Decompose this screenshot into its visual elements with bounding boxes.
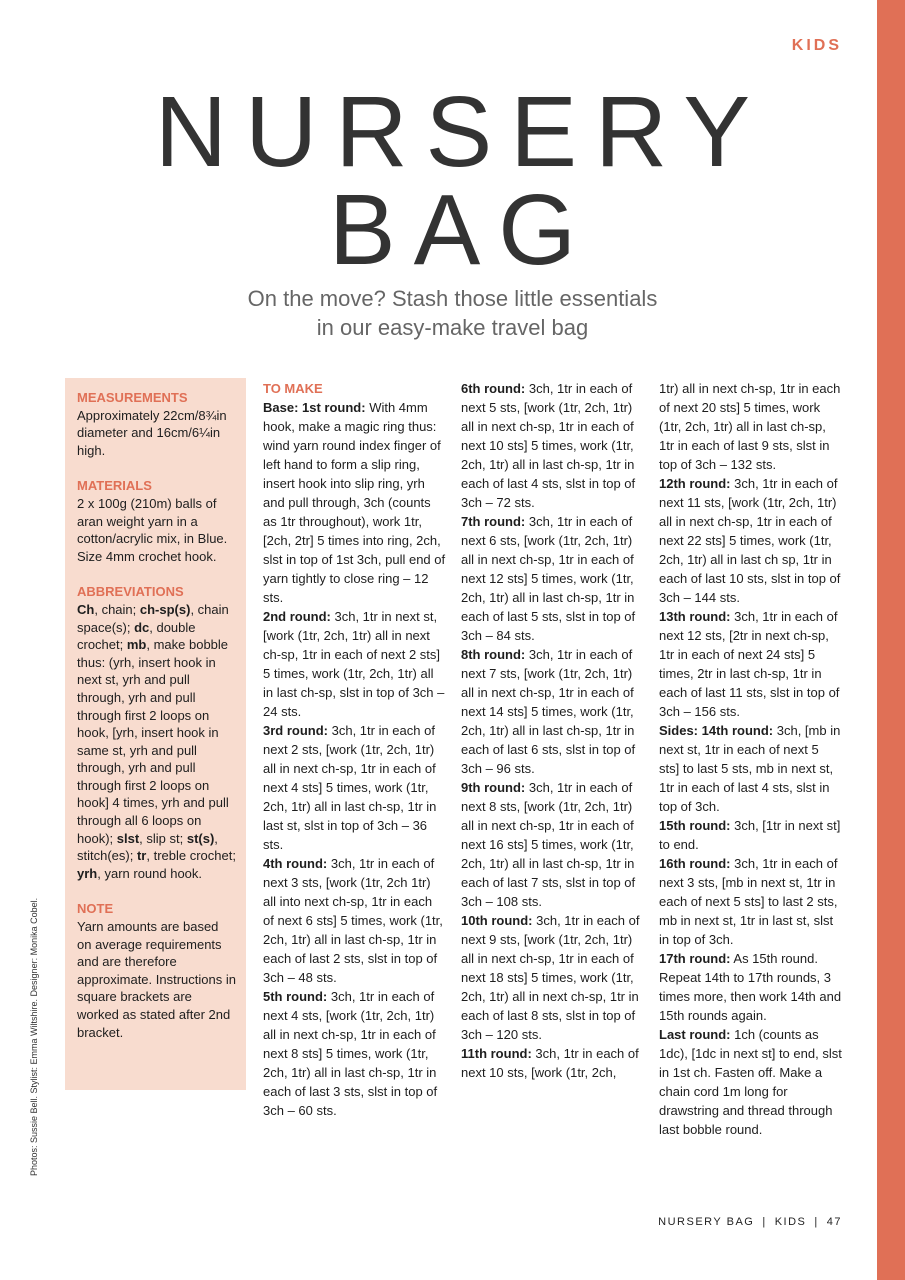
round-text: 1ch (counts as 1dc), [1dc in next st] to end, slst in 1st ch. Fasten off. Make a chain cord 1m long for drawstring and thread through last bobble round. <box>659 1027 842 1137</box>
round-text: 3ch, [1tr in next st] to end. <box>659 818 841 852</box>
abbreviations-heading: ABBREVIATIONS <box>77 584 184 600</box>
instruction-round <box>659 854 842 949</box>
footer-separator: | <box>762 1216 767 1228</box>
instruction-round <box>659 474 842 607</box>
round-label: 7th round: <box>461 514 526 529</box>
instruction-round <box>263 721 446 854</box>
photo-credit: Photos: Sussie Bell. Stylist: Emma Wiltshire. Designer: Monika Cobel. <box>29 897 39 1176</box>
round-label: 13th round: <box>659 609 731 624</box>
abbr-term: slst <box>116 830 140 846</box>
page-title-line-1: NURSERY <box>154 76 769 188</box>
abbr-term: mb <box>126 637 147 653</box>
instruction-round <box>461 1044 644 1082</box>
round-label: 10th round: <box>461 913 533 928</box>
round-label: Last round: <box>659 1027 731 1042</box>
abbr-term: tr <box>136 848 147 864</box>
round-label: 9th round: <box>461 780 526 795</box>
instruction-round <box>659 1025 842 1139</box>
measurements-heading: MEASUREMENTS <box>77 390 188 405</box>
abbr-def: , double crochet; <box>77 619 196 653</box>
round-text: 3ch, 1tr in each of next 5 sts, [work (1tr, 2ch, 1tr) all in next ch-sp, 1tr in each of next 10 sts] 5 times, work (1tr, 2ch, 1tr) all in last ch-sp, 1tr in each of last 4 sts, slst in top of 3ch – 72 sts. <box>461 381 636 510</box>
measurements-text: Approximately 22cm/8¾in diameter and 16cm/6¼in high. <box>77 407 227 458</box>
materials-text: 2 x 100g (210m) balls of aran weight yarn in a cotton/acrylic mix, in Blue. Size 4mm crochet hook. <box>77 495 228 564</box>
abbr-term: st(s) <box>186 830 215 846</box>
subtitle-line-2: in our easy-make travel bag <box>316 315 589 340</box>
round-text: 3ch, 1tr in each of next 2 sts, [work (1tr, 2ch, 1tr) all in next ch-sp, 1tr in each of next 4 sts] 5 times, work (1tr, 2ch, 1tr) all in last ch-sp, 1tr in last st, slst in top of 3ch – 36 sts. <box>263 723 437 852</box>
abbr-def: , chain space(s); <box>77 601 229 635</box>
round-text: 3ch, 1tr in each of next 4 sts, [work (1tr, 2ch, 1tr) all in next ch-sp, 1tr in each of next 8 sts] 5 times, work (1tr, 2ch, 1tr) all in last ch-sp, 1tr in each of last 3 sts, slst in top of 3ch – 60 sts. <box>263 989 438 1118</box>
instructions-column-1 <box>263 379 446 1120</box>
round-label: 16th round: <box>659 856 731 871</box>
materials-heading: MATERIALS <box>77 478 152 494</box>
round-text: 3ch, 1tr in each of next 7 sts, [work (1tr, 2ch, 1tr) all in next ch-sp, 1tr in each of next 14 sts] 5 times, work (1tr, 2ch, 1tr) all in last ch-sp, 1tr in each of last 6 sts, slst in top of 3ch – 96 sts. <box>461 647 636 776</box>
round-text: With 4mm hook, make a magic ring thus: wind yarn round index finger of left hand to form a slip ring, insert hook into slip ring, yrh and pull through, 3ch (counts as 1tr throughout), work 1tr, [2ch, 2tr] 5 times into ring, 2ch, slst in top of 1st 3ch, pull end of yarn tightly to close ring – 12 sts. <box>263 400 446 605</box>
round-text: 3ch, 1tr in each of next 12 sts, [2tr in next ch-sp, 1tr in each of next 24 sts] 5 times, 2tr in last ch-sp, 1tr in each of last 11 sts, slst in top of 3ch – 156 sts. <box>659 609 840 719</box>
round-text: 3ch, 1tr in each of next 11 sts, [work (1tr, 2ch, 1tr) all in next ch-sp, 1tr in each of next 22 sts] 5 times, work (1tr, 2ch, 1tr) all in last ch sp, 1tr in each of last 10 sts, slst in top of 3ch – 144 sts. <box>659 476 841 605</box>
round-label: 8th round: <box>461 647 526 662</box>
round-text: As 15th round. Repeat 14th to 17th rounds, 3 times more, then work 14th and 15th rounds again. <box>659 951 842 1023</box>
round-text: 3ch, 1tr in each of next 3 sts, [mb in next st, 1tr in each of next 5 sts] to last 2 sts, mb in next st, 1tr in last st, slst in top of 3ch. <box>659 856 838 947</box>
round-text: 3ch, 1tr in each of next 9 sts, [work (1tr, 2ch, 1tr) all in next ch-sp, 1tr in each of next 18 sts] 5 times, work (1tr, 2ch, 1tr) all in next ch-sp, 1tr in each of last 8 sts, slst in top of 3ch – 120 sts. <box>461 913 640 1042</box>
instruction-round <box>263 987 446 1120</box>
instruction-round <box>461 911 644 1044</box>
page-title-line-2: BAG <box>328 174 595 286</box>
abbr-def: , slip st; <box>139 830 187 846</box>
abbreviations-text <box>77 601 236 883</box>
round-text: 3ch, 1tr in next st, [work (1tr, 2ch, 1tr) all in next ch-sp, 1tr in each of next 2 sts] 5 times, work (1tr, 2ch, 1tr) all in last ch-sp, slst in top of 3ch – 24 sts. <box>263 609 445 719</box>
footer-separator: | <box>814 1216 819 1228</box>
round-label: 5th round: <box>263 989 328 1004</box>
instruction-round <box>659 949 842 1025</box>
instruction-round <box>461 512 644 645</box>
page-footer <box>658 1216 842 1228</box>
footer-section: KIDS <box>774 1216 807 1228</box>
round-text: 1tr) all in next ch-sp, 1tr in each of next 20 sts] 5 times, work (1tr, 2ch, 1tr) all in last ch-sp, 1tr in each of last 9 sts, slst in top of 3ch – 132 sts. <box>659 381 841 472</box>
instruction-round <box>461 379 644 512</box>
info-box <box>65 378 246 1090</box>
abbr-def: , treble crochet; <box>146 848 236 864</box>
round-label: 15th round: <box>659 818 731 833</box>
round-label: 4th round: <box>263 856 328 871</box>
round-text: 3ch, 1tr in each of next 8 sts, [work (1tr, 2ch, 1tr) all in next ch-sp, 1tr in each of next 16 sts] 5 times, work (1tr, 2ch, 1tr) all in last ch-sp, 1tr in each of last 7 sts, slst in top of 3ch – 108 sts. <box>461 780 636 909</box>
instruction-round-continued <box>659 379 842 474</box>
instructions-column-2 <box>461 379 644 1082</box>
instruction-round <box>461 778 644 911</box>
abbr-def: , stitch(es); <box>77 830 218 864</box>
round-text: 3ch, 1tr in each of next 10 sts, [work (1tr, 2ch, <box>461 1046 639 1080</box>
instructions-column-3 <box>659 379 842 1139</box>
instruction-round <box>659 816 842 854</box>
to-make-heading: TO MAKE <box>263 381 323 396</box>
round-text: 3ch, 1tr in each of next 3 sts, [work (1tr, 2ch 1tr) all into next ch-sp, 1tr in each of next 6 sts] 5 times, work (1tr, 2ch, 1tr) all in last ch-sp, 1tr in each of last 2 sts, slst in top of 3ch – 48 sts. <box>263 856 443 985</box>
round-label: 2nd round: <box>263 609 331 624</box>
section-tag: KIDS <box>791 37 842 54</box>
footer-title: NURSERY BAG <box>658 1216 755 1228</box>
round-label: 3rd round: <box>263 723 328 738</box>
page-number: 47 <box>826 1216 842 1228</box>
subtitle-line-1: On the move? Stash those little essentials <box>247 286 658 311</box>
abbr-term: Ch <box>77 601 95 617</box>
abbr-term: ch-sp(s) <box>139 601 191 617</box>
instruction-round <box>659 607 842 721</box>
abbr-def: , chain; <box>94 601 140 617</box>
instruction-round <box>659 721 842 816</box>
note-text: Yarn amounts are based on average requirements and are therefore approximate. Instructions in square brackets are worked as stated after 2nd bracket. <box>77 919 236 1040</box>
round-label: 11th round: <box>461 1046 532 1061</box>
round-text: 3ch, [mb in next st, 1tr in each of next 5 sts] to last 5 sts, mb in next st, 1tr in each of last 4 sts, slst in top of 3ch. <box>659 723 841 814</box>
round-label: 17th round: <box>659 951 731 966</box>
instruction-round <box>263 398 446 607</box>
note-heading: NOTE <box>77 901 114 917</box>
abbr-term: yrh <box>77 865 98 881</box>
subtitle <box>0 284 905 342</box>
round-label: Base: 1st round: <box>263 400 366 415</box>
abbr-term: dc <box>134 619 150 635</box>
round-label: 12th round: <box>659 476 731 491</box>
abbr-def: , make bobble thus: (yrh, insert hook in next st, yrh and pull through, yrh and pull through first 2 loops on hook, [yrh, insert hook in same st, yrh and pull through, yrh and pull through first 2 loops on hook] 4 times, yrh and pull through all 6 loops on hook); <box>77 637 229 846</box>
instruction-round <box>263 607 446 721</box>
instruction-round <box>263 854 446 987</box>
abbr-def: , yarn round hook. <box>97 865 203 881</box>
instruction-round <box>461 645 644 778</box>
round-text: 3ch, 1tr in each of next 6 sts, [work (1tr, 2ch, 1tr) all in next ch-sp, 1tr in each of next 12 sts] 5 times, work (1tr, 2ch, 1tr) all in last ch-sp, 1tr in each of last 5 sts, slst in top of 3ch – 84 sts. <box>461 514 636 643</box>
round-label: 6th round: <box>461 381 526 396</box>
round-label: Sides: 14th round: <box>659 723 774 738</box>
